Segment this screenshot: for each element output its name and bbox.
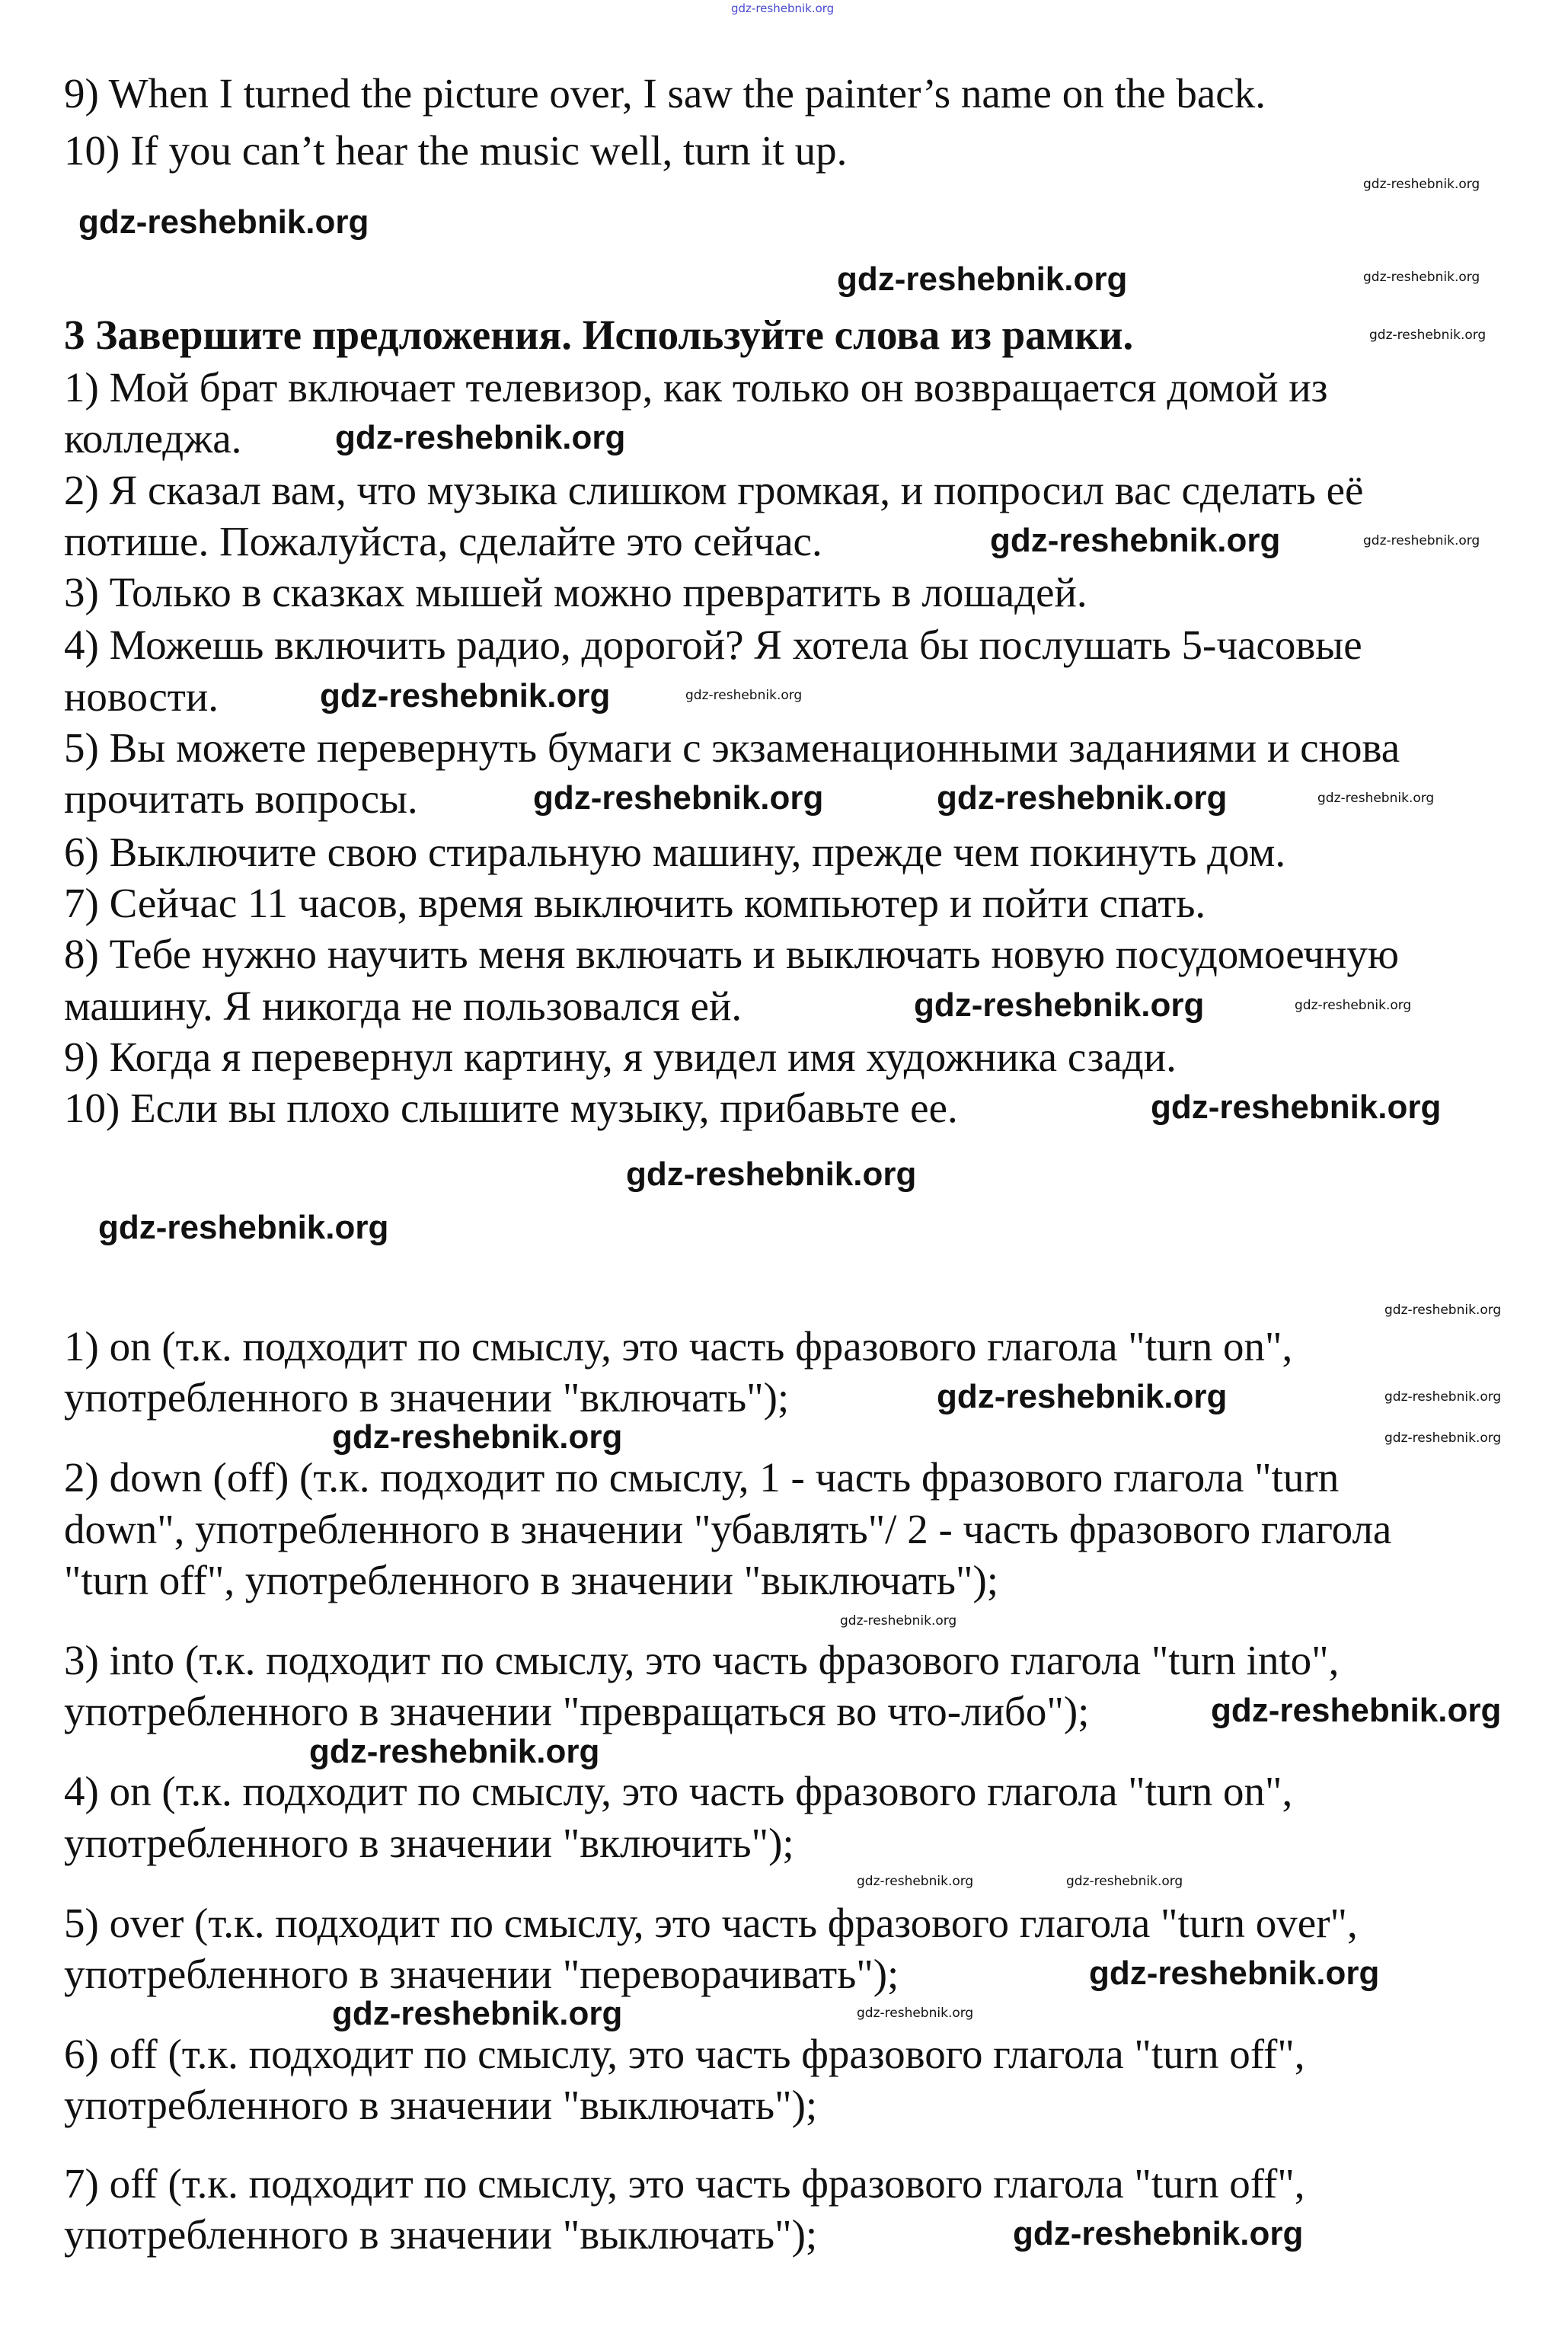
translation-line: 8) Тебе нужно научить меня включать и выключать новую посудомоечную xyxy=(64,931,1399,977)
watermark-small: gdz-reshebnik.org xyxy=(1295,998,1412,1013)
watermark: gdz-reshebnik.org xyxy=(309,1733,600,1770)
translation-line: 7) Сейчас 11 часов, время выключить компьютер и пойти спать. xyxy=(64,880,1206,926)
translation-line: 2) Я сказал вам, что музыка слишком громкая, и попросил вас сделать её xyxy=(64,467,1364,513)
answer-line: 5) over (т.к. подходит по смыслу, это часть фразового глагола "turn over", xyxy=(64,1900,1358,1946)
watermark: gdz-reshebnik.org xyxy=(914,986,1205,1024)
watermark: gdz-reshebnik.org xyxy=(332,1995,623,2032)
answer-line: "turn off", употребленного в значении "выключать"); xyxy=(64,1557,999,1603)
watermark-small: gdz-reshebnik.org xyxy=(840,1613,957,1629)
watermark-small: gdz-reshebnik.org xyxy=(1369,328,1487,343)
translation-line: новости. xyxy=(64,673,219,720)
translation-line: 10) Если вы плохо слышите музыку, прибавьте ее. xyxy=(64,1085,958,1131)
watermark: gdz-reshebnik.org xyxy=(1013,2215,1304,2252)
watermark-small: gdz-reshebnik.org xyxy=(1066,1874,1183,1889)
watermark: gdz-reshebnik.org xyxy=(533,779,824,817)
watermark-small: gdz-reshebnik.org xyxy=(857,1874,974,1889)
task-heading: 3 Завершите предложения. Используйте слова из рамки. xyxy=(64,312,1134,358)
watermark: gdz-reshebnik.org xyxy=(1151,1088,1442,1126)
translation-line: потише. Пожалуйста, сделайте это сейчас. xyxy=(64,518,822,564)
answer-line: 1) on (т.к. подходит по смыслу, это часть фразового глагола "turn on", xyxy=(64,1323,1293,1370)
watermark: gdz-reshebnik.org xyxy=(98,1209,389,1246)
answer-line: 6) off (т.к. подходит по смыслу, это часть фразового глагола "turn off", xyxy=(64,2031,1305,2077)
answer-line: употребленного в значении "включить"); xyxy=(64,1820,794,1866)
top-watermark: gdz-reshebnik.org xyxy=(731,2,835,15)
translation-line: 1) Мой брат включает телевизор, как только он возвращается домой из xyxy=(64,364,1328,411)
answer-line: 2) down (off) (т.к. подходит по смыслу, 1 - часть фразового глагола "turn xyxy=(64,1454,1340,1501)
watermark: gdz-reshebnik.org xyxy=(626,1156,917,1193)
watermark-small: gdz-reshebnik.org xyxy=(1363,270,1480,285)
answer-line: 4) on (т.к. подходит по смыслу, это часть фразового глагола "turn on", xyxy=(64,1768,1293,1814)
answer-line: употребленного в значении "выключать"); xyxy=(64,2082,818,2128)
translation-line: машину. Я никогда не пользовался ей. xyxy=(64,983,742,1029)
watermark: gdz-reshebnik.org xyxy=(332,1418,623,1456)
watermark: gdz-reshebnik.org xyxy=(837,261,1128,298)
answer-line: 3) into (т.к. подходит по смыслу, это часть фразового глагола "turn into", xyxy=(64,1637,1340,1683)
translation-line: 4) Можешь включить радио, дорогой? Я хотела бы послушать 5-часовые xyxy=(64,622,1362,668)
translation-line: 3) Только в сказках мышей можно превратить в лошадей. xyxy=(64,569,1087,615)
watermark-small: gdz-reshebnik.org xyxy=(1363,533,1480,548)
watermark: gdz-reshebnik.org xyxy=(937,779,1228,817)
watermark: gdz-reshebnik.org xyxy=(78,203,369,241)
watermark: gdz-reshebnik.org xyxy=(1089,1955,1380,1992)
answer-line: употребленного в значении "переворачивать"); xyxy=(64,1951,899,1997)
answer-line: употребленного в значении "выключать"); xyxy=(64,2211,818,2258)
answer-line: употребленного в значении "превращаться во что-либо"); xyxy=(64,1688,1090,1734)
watermark-small: gdz-reshebnik.org xyxy=(857,2006,974,2021)
watermark: gdz-reshebnik.org xyxy=(320,677,611,714)
translation-line: прочитать вопросы. xyxy=(64,775,418,822)
translation-line: 9) Когда я перевернул картину, я увидел имя художника сзади. xyxy=(64,1034,1177,1080)
answer-line: down", употребленного в значении "убавлять"/ 2 - часть фразового глагола xyxy=(64,1506,1392,1552)
watermark-small: gdz-reshebnik.org xyxy=(1384,1430,1502,1446)
watermark: gdz-reshebnik.org xyxy=(335,419,626,456)
translation-line: 5) Вы можете перевернуть бумаги с экзаменационными заданиями и снова xyxy=(64,724,1400,771)
watermark: gdz-reshebnik.org xyxy=(990,522,1281,559)
watermark: gdz-reshebnik.org xyxy=(1211,1692,1502,1729)
english-line: 9) When I turned the picture over, I saw the painter’s name on the back. xyxy=(64,70,1266,117)
watermark-small: gdz-reshebnik.org xyxy=(1384,1389,1502,1405)
translation-line: колледжа. xyxy=(64,415,242,462)
watermark-small: gdz-reshebnik.org xyxy=(1384,1303,1502,1318)
translation-line: 6) Выключите свою стиральную машину, прежде чем покинуть дом. xyxy=(64,829,1286,875)
watermark-small: gdz-reshebnik.org xyxy=(685,688,803,703)
watermark-small: gdz-reshebnik.org xyxy=(1317,791,1435,806)
answer-line: 7) off (т.к. подходит по смыслу, это часть фразового глагола "turn off", xyxy=(64,2160,1305,2207)
watermark: gdz-reshebnik.org xyxy=(937,1378,1228,1415)
english-line: 10) If you can’t hear the music well, turn it up. xyxy=(64,127,848,174)
watermark-small: gdz-reshebnik.org xyxy=(1363,177,1480,192)
answer-line: употребленного в значении "включать"); xyxy=(64,1374,790,1421)
